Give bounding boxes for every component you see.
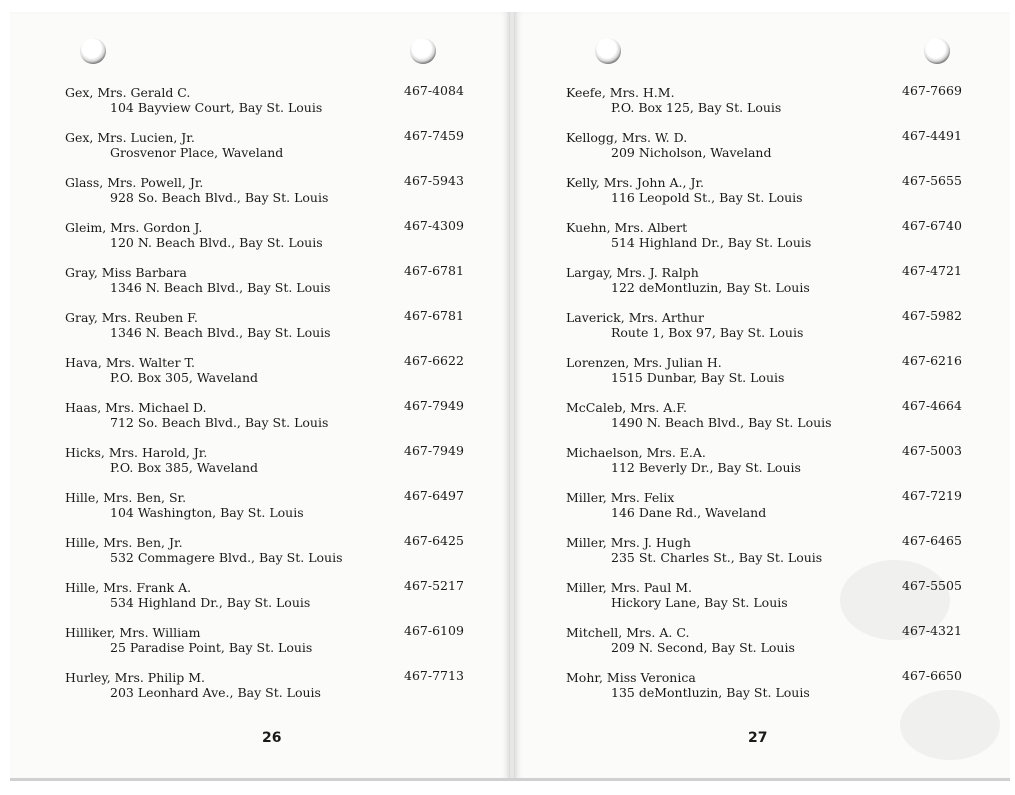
entry-phone: 467-7713 (404, 668, 464, 683)
entry-address: 209 N. Second, Bay St. Louis (611, 640, 795, 655)
entry-name: Kellogg, Mrs. W. D. (566, 130, 688, 145)
entry-address: 104 Washington, Bay St. Louis (110, 505, 304, 520)
directory-entry (65, 85, 322, 115)
entry-name: Gex, Mrs. Lucien, Jr. (65, 130, 195, 145)
entry-address: 1515 Dunbar, Bay St. Louis (611, 370, 785, 385)
entry-phone: 467-5655 (902, 173, 962, 188)
entry-address: Hickory Lane, Bay St. Louis (611, 595, 788, 610)
entry-address: 146 Dane Rd., Waveland (611, 505, 767, 520)
entry-address: 112 Beverly Dr., Bay St. Louis (611, 460, 801, 475)
water-stain (900, 690, 1000, 760)
entry-name: Kelly, Mrs. John A., Jr. (566, 175, 705, 190)
directory-entry (65, 175, 328, 205)
entry-name: Hille, Mrs. Ben, Sr. (65, 490, 187, 505)
entry-name: Kuehn, Mrs. Albert (566, 220, 688, 235)
entry-name: Gleim, Mrs. Gordon J. (65, 220, 203, 235)
entry-address: 534 Highland Dr., Bay St. Louis (110, 595, 311, 610)
entry-phone: 467-4309 (404, 218, 464, 233)
entry-phone: 467-6425 (404, 533, 464, 548)
entry-phone: 467-6781 (404, 308, 464, 323)
entry-name: Michaelson, Mrs. E.A. (566, 445, 706, 460)
entry-phone: 467-4664 (902, 398, 962, 413)
page-bottom-edge (10, 778, 1010, 781)
directory-entry (65, 535, 343, 565)
entry-address: 203 Leonhard Ave., Bay St. Louis (110, 685, 321, 700)
entry-name: Hilliker, Mrs. William (65, 625, 201, 640)
entry-phone: 467-4321 (902, 623, 962, 638)
directory-entry (566, 175, 803, 205)
directory-entry (65, 310, 331, 340)
entry-phone: 467-5982 (902, 308, 962, 323)
directory-entry (566, 580, 788, 610)
entry-phone: 467-5217 (404, 578, 464, 593)
entry-address: 122 deMontluzin, Bay St. Louis (611, 280, 810, 295)
entry-name: Hava, Mrs. Walter T. (65, 355, 196, 370)
entry-name: McCaleb, Mrs. A.F. (566, 400, 687, 415)
entry-name: Lorenzen, Mrs. Julian H. (566, 355, 722, 370)
entry-address: 135 deMontluzin, Bay St. Louis (611, 685, 810, 700)
directory-entry (65, 445, 258, 475)
entry-phone: 467-6650 (902, 668, 962, 683)
entry-name: Gray, Mrs. Reuben F. (65, 310, 198, 325)
entry-phone: 467-7949 (404, 398, 464, 413)
entry-address: 532 Commagere Blvd., Bay St. Louis (110, 550, 343, 565)
entry-phone: 467-6622 (404, 353, 464, 368)
entry-phone: 467-6497 (404, 488, 464, 503)
directory-entry (566, 310, 803, 340)
entry-name: Keefe, Mrs. H.M. (566, 85, 675, 100)
entry-name: Haas, Mrs. Michael D. (65, 400, 207, 415)
punch-hole-icon (924, 38, 950, 64)
entry-name: Mitchell, Mrs. A. C. (566, 625, 690, 640)
entry-address: P.O. Box 305, Waveland (110, 370, 259, 385)
entry-phone: 467-6216 (902, 353, 962, 368)
directory-entry (566, 490, 766, 520)
directory-entry (65, 400, 328, 430)
directory-entry (65, 265, 331, 295)
entry-address: 514 Highland Dr., Bay St. Louis (611, 235, 812, 250)
directory-entry (566, 445, 801, 475)
directory-entry (566, 355, 784, 385)
entry-name: Hille, Mrs. Ben, Jr. (65, 535, 183, 550)
directory-entry (566, 130, 771, 160)
directory-entry (566, 220, 811, 250)
page-number-right: 27 (748, 730, 768, 746)
entry-address: P.O. Box 125, Bay St. Louis (611, 100, 782, 115)
directory-entry (566, 670, 810, 700)
punch-hole-icon (595, 38, 621, 64)
directory-entry (566, 625, 795, 655)
entry-address: 1490 N. Beach Blvd., Bay St. Louis (611, 415, 832, 430)
entry-phone: 467-6781 (404, 263, 464, 278)
entry-phone: 467-7219 (902, 488, 962, 503)
entry-address: 235 St. Charles St., Bay St. Louis (611, 550, 823, 565)
directory-entry (65, 625, 312, 655)
entry-name: Mohr, Miss Veronica (566, 670, 696, 685)
entry-name: Miller, Mrs. Paul M. (566, 580, 692, 595)
entry-address: Route 1, Box 97, Bay St. Louis (611, 325, 804, 340)
entry-address: 209 Nicholson, Waveland (611, 145, 772, 160)
entry-phone: 467-7669 (902, 83, 962, 98)
entry-phone: 467-4084 (404, 83, 464, 98)
directory-entry (65, 130, 283, 160)
entry-name: Gray, Miss Barbara (65, 265, 187, 280)
directory-entry (65, 490, 304, 520)
entry-phone: 467-6740 (902, 218, 962, 233)
entry-address: Grosvenor Place, Waveland (110, 145, 284, 160)
entry-name: Miller, Mrs. Felix (566, 490, 675, 505)
directory-entry (65, 580, 310, 610)
directory-entry (566, 535, 822, 565)
punch-hole-icon (80, 38, 106, 64)
entry-name: Miller, Mrs. J. Hugh (566, 535, 691, 550)
entry-name: Hicks, Mrs. Harold, Jr. (65, 445, 208, 460)
entry-phone: 467-4491 (902, 128, 962, 143)
entry-phone: 467-4721 (902, 263, 962, 278)
directory-entry (566, 265, 810, 295)
entry-name: Hurley, Mrs. Philip M. (65, 670, 206, 685)
entry-name: Glass, Mrs. Powell, Jr. (65, 175, 204, 190)
entry-address: 1346 N. Beach Blvd., Bay St. Louis (110, 280, 331, 295)
directory-entry (65, 355, 258, 385)
entry-phone: 467-6465 (902, 533, 962, 548)
entry-address: 116 Leopold St., Bay St. Louis (611, 190, 803, 205)
entry-phone: 467-5505 (902, 578, 962, 593)
directory-entry (566, 85, 781, 115)
entry-name: Largay, Mrs. J. Ralph (566, 265, 699, 280)
entry-address: 25 Paradise Point, Bay St. Louis (110, 640, 313, 655)
directory-entry (566, 400, 832, 430)
entry-phone: 467-6109 (404, 623, 464, 638)
entry-name: Hille, Mrs. Frank A. (65, 580, 192, 595)
entry-address: 1346 N. Beach Blvd., Bay St. Louis (110, 325, 331, 340)
entry-phone: 467-7949 (404, 443, 464, 458)
entry-address: 712 So. Beach Blvd., Bay St. Louis (110, 415, 329, 430)
directory-entry (65, 220, 323, 250)
entry-address: P.O. Box 385, Waveland (110, 460, 259, 475)
entry-name: Gex, Mrs. Gerald C. (65, 85, 191, 100)
entry-address: 120 N. Beach Blvd., Bay St. Louis (110, 235, 323, 250)
entry-address: 928 So. Beach Blvd., Bay St. Louis (110, 190, 329, 205)
punch-hole-icon (410, 38, 436, 64)
directory-entry (65, 670, 321, 700)
entry-address: 104 Bayview Court, Bay St. Louis (110, 100, 323, 115)
page-number-left: 26 (262, 730, 282, 746)
entry-phone: 467-5003 (902, 443, 962, 458)
entry-name: Laverick, Mrs. Arthur (566, 310, 704, 325)
entry-phone: 467-5943 (404, 173, 464, 188)
entry-phone: 467-7459 (404, 128, 464, 143)
